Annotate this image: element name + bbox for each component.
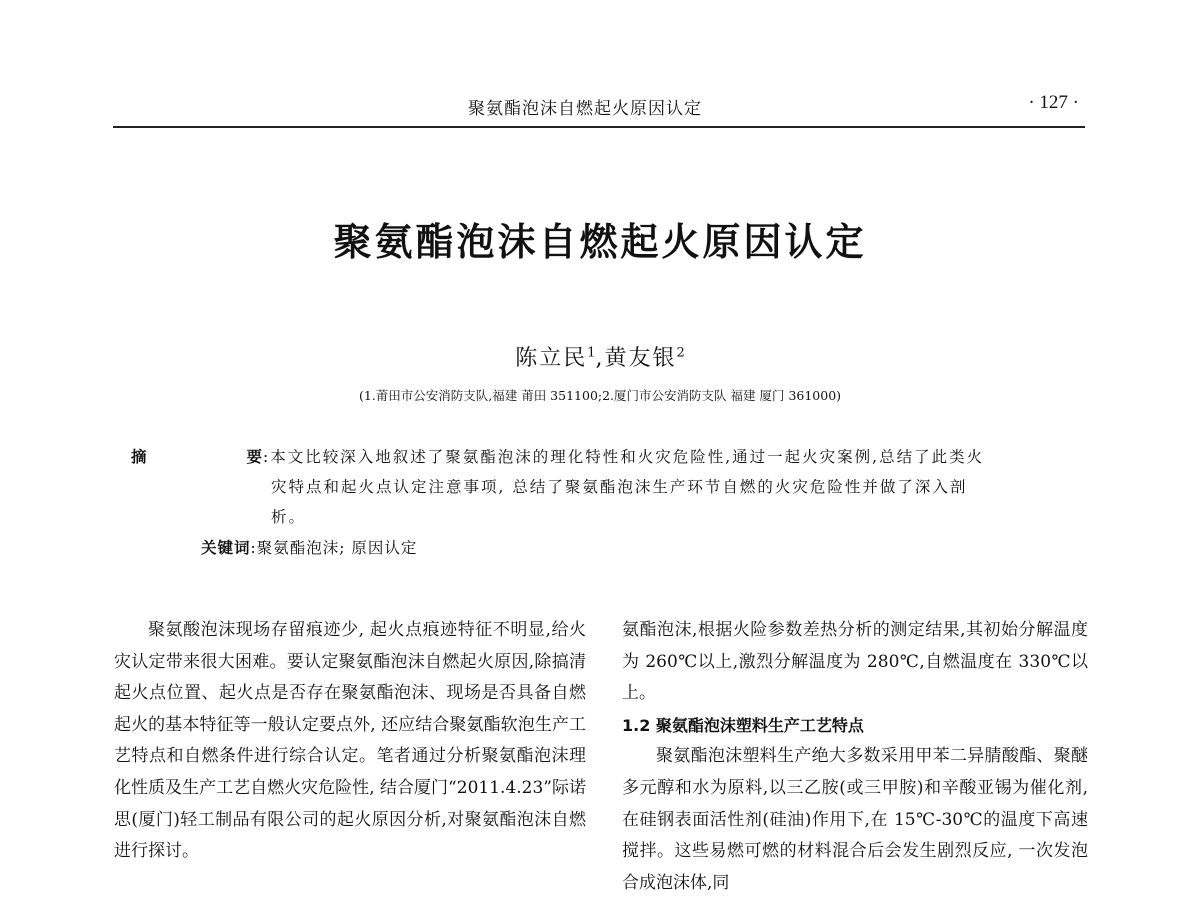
section-heading-1-2: 1.2 聚氨酯泡沫塑料生产工艺特点 (622, 715, 864, 735)
affiliation: (1.莆田市公安消防支队,福建 莆田 351100;2.厦门市公安消防支队 福建 厦门 361000) (358, 388, 842, 403)
process-paragraph: 聚氨酯泡沫塑料生产绝大多数采用甲苯二异腈酸酯、聚醚多元醇和水为原料,以三乙胺(或三甲胺)和辛酸亚锡为催化剂,在硅钢表面活性剂(硅油)作用下,在 15℃-30℃的温度下高速搅拌。这些易燃可燃的材料混合后会发生剧烈反应, 一次发泡合成泡沫体,同 (622, 746, 1088, 893)
abstract-block (131, 442, 1001, 532)
abstract-colon: : (263, 448, 271, 466)
article-title: 聚氨酯泡沫自燃起火原因认定 (333, 220, 867, 264)
author-2: 黄友银 (604, 346, 677, 371)
keywords-label: 关键词 (201, 539, 251, 557)
intro-paragraph: 聚氨酸泡沫现场存留痕迹少, 起火点痕迹特征不明显,给火灾认定带来很大困难。要认定聚氨酯泡沫自燃起火原因,除搞清起火点位置、起火点是否存在聚氨酯泡沫、现场是否具备自燃起火的基本特征等一般认定要点外, 还应结合聚氨酯软泡生产工艺特点和自燃条件进行综合认定。笔者通过分析聚氨酯泡沫理化性质及生产工艺自燃火灾危险性, 结合厦门“2011.4.23”际诺思(厦门)轻工制品有限公司的起火原因分析,对聚氨酯泡沫自燃进行探讨。 (114, 620, 586, 862)
abstract (131, 442, 1001, 532)
abstract-label: 摘 要 (131, 448, 263, 466)
running-header (113, 88, 1085, 128)
keywords-text: :聚氨酯泡沫; 原因认定 (250, 539, 418, 557)
keywords (201, 536, 417, 558)
author-2-affiliation-mark: 2 (676, 345, 685, 361)
abstract-text: 本文比较深入地叙述了聚氨酯泡沫的理化特性和火灾危险性,通过一起火灾案例,总结了此类火灾特点和起火点认定注意事项, 总结了聚氨酯泡沫生产环节自燃的火灾危险性并做了深入剖析。 (270, 448, 985, 526)
continued-paragraph: 氨酯泡沫,根据火险参数差热分析的测定结果,其初始分解温度为 260℃以上,激烈分解温度为 280℃,自燃温度在 330℃以上。 (622, 620, 1088, 704)
running-title: 聚氨酯泡沫自燃起火原因认定 (468, 99, 702, 119)
author-separator: , (595, 346, 605, 371)
body-column-right (622, 615, 1088, 899)
author-1-affiliation-mark: 1 (587, 345, 596, 361)
body-column-left (114, 615, 586, 868)
authors (0, 341, 1200, 372)
author-1: 陈立民 (515, 346, 588, 371)
page-number: · 127 · (1028, 92, 1079, 113)
